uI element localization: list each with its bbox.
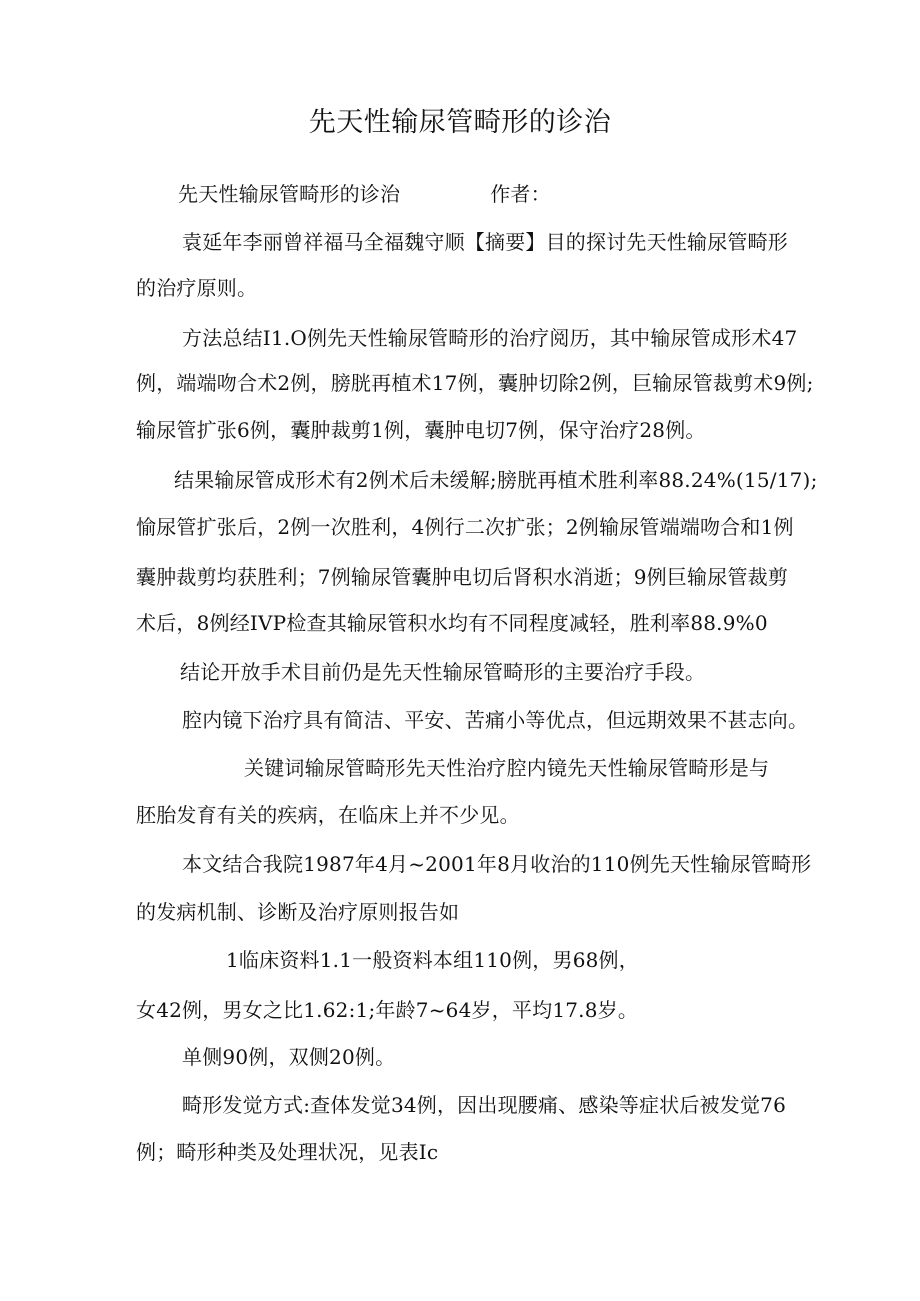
byline-author-label: 作者：: [490, 182, 551, 206]
body-line: 单侧90例，双侧20例。: [182, 1045, 396, 1069]
body-line: 结论开放手术目前仍是先天性输尿管畸形的主要治疗手段。: [180, 660, 706, 684]
body-line: 本文结合我院1987年4月~2001年8月收治的110例先天性输尿管畸形: [182, 852, 812, 876]
document-title: 先天性输尿管畸形的诊治: [308, 107, 612, 138]
body-line: 结果输尿管成形术有2例术后未缓解;膀胱再植术胜利率88.24%(15/17);: [174, 468, 818, 492]
body-line: 袁延年李丽曾祥福马全福魏守顺【摘要】目的探讨先天性输尿管畸形: [182, 230, 788, 254]
body-line: 胚胎发育有关的疾病，在临床上并不少见。: [136, 803, 520, 827]
body-line: 女42例，男女之比1.62:1;年龄7~64岁，平均17.8岁。: [136, 998, 639, 1022]
body-line: 术后，8例经IVP检查其输尿管积水均有不同程度减轻，胜利率88.9%0: [136, 611, 768, 635]
body-line: 方法总结I1.O例先天性输尿管畸形的治疗阅历，其中输尿管成形术47: [182, 326, 798, 350]
body-line: 畸形发觉方式:查体发觉34例，因出现腰痛、感染等症状后被发觉76: [182, 1093, 787, 1117]
body-line: 例；畸形种类及处理状况，见表Ic: [136, 1140, 439, 1164]
body-line: 例，端端吻合术2例，膀胱再植术17例，囊肿切除2例，巨输尿管裁剪术9例;: [136, 371, 814, 395]
body-line: 的发病机制、诊断及治疗原则报告如: [136, 900, 460, 924]
body-line: 输尿管扩张6例，囊肿裁剪1例，囊肿电切7例，保守治疗28例。: [136, 418, 706, 442]
byline-title: 先天性输尿管畸形的诊治: [178, 182, 401, 206]
body-line: 囊肿裁剪均获胜利；7例输尿管囊肿电切后肾积水消逝；9例巨输尿管裁剪: [136, 565, 789, 589]
body-line: 1临床资料1.1一般资料本组110例，男68例，: [226, 948, 639, 972]
body-line: 的治疗原则。: [136, 276, 258, 300]
body-line: 愉尿管扩张后，2例一次胜利，4例行二次扩张；2例输尿管端端吻合和1例: [136, 515, 794, 539]
body-line: 腔内镜下治疗具有简洁、平安、苦痛小等优点，但远期效果不甚志向。: [182, 708, 809, 732]
byline: [178, 178, 551, 207]
body-line: 关键词输尿管畸形先天性治疗腔内镜先天性输尿管畸形是与: [244, 756, 770, 780]
